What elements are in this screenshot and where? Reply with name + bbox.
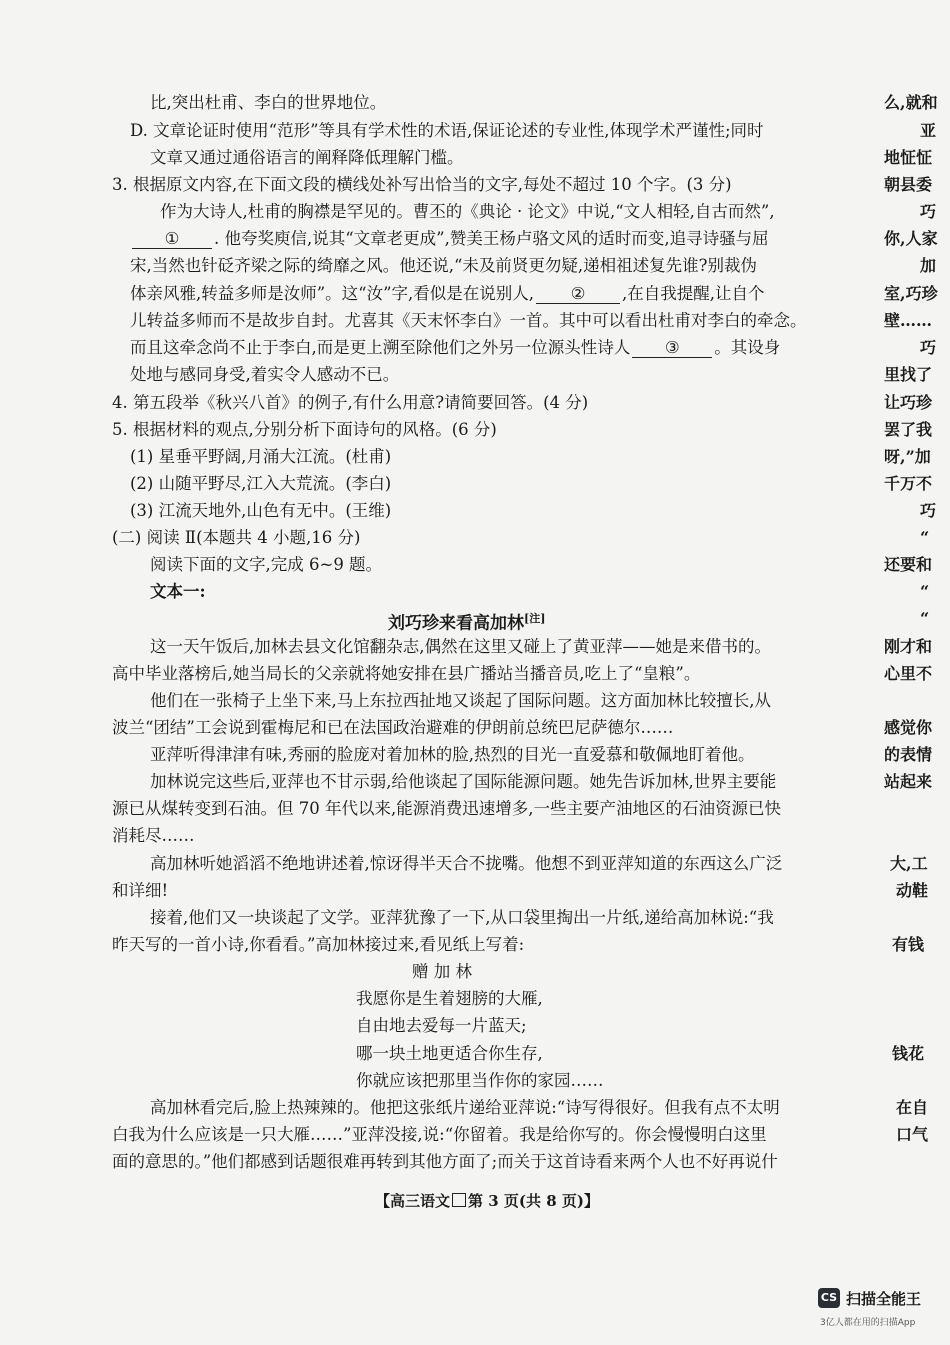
text-line: 处地与感同身受,着实令人感动不已。 xyxy=(130,365,400,384)
section-heading: (二) 阅读 Ⅱ(本题共 4 小题,16 分) xyxy=(112,528,361,547)
text-one-label: 文本一: xyxy=(150,582,206,601)
edge-text: 口气 xyxy=(896,1125,929,1144)
watermark-name: 扫描全能王 xyxy=(846,1290,922,1308)
text-line: 接着,他们又一块谈起了文学。亚萍犹豫了一下,从口袋里掏出一片纸,递给高加林说:“我 xyxy=(150,908,774,927)
poem-line: 哪一块土地更适合你生存, xyxy=(356,1044,543,1063)
page-footer: 【高三语文 第 3 页(共 8 页)】 xyxy=(375,1192,599,1210)
text-line: 高中毕业落榜后,她当局长的父亲就将她安排在县广播站当播音员,吃上了“皇粮”。 xyxy=(112,664,701,683)
text-line: 体亲风雅,转益多师是汝师”。这“汝”字,看似是在说别人, ② ,在自我提醒,让自个 xyxy=(130,284,765,303)
edge-text: 亚 xyxy=(920,121,937,140)
text-line: 他们在一张椅子上坐下来,马上东拉西扯地又谈起了国际问题。这方面加林比较擅长,从 xyxy=(150,691,771,710)
text-line: 加林说完这些后,亚萍也不甘示弱,给他谈起了国际能源问题。她先告诉加林,世界主要能 xyxy=(150,772,777,791)
edge-text: 还要和 xyxy=(884,555,933,574)
text-line: 这一天午饭后,加林去县文化馆翻杂志,偶然在这里又碰上了黄亚萍——她是来借书的。 xyxy=(150,637,771,656)
text-line: 儿转益多师而不是故步自封。尤喜其《天末怀李白》一首。其中可以看出杜甫对李白的牵念。 xyxy=(130,311,807,330)
edge-text: 让巧珍 xyxy=(884,393,933,412)
edge-text: 巧 xyxy=(920,202,937,221)
edge-text: 你,人家 xyxy=(884,229,938,248)
edge-text: 里找了 xyxy=(884,365,933,384)
watermark-tagline: 3亿人都在用的扫描App xyxy=(820,1318,916,1328)
blank-3: ③ xyxy=(632,339,712,358)
edge-text: 刚才和 xyxy=(884,637,933,656)
blank-1: ① xyxy=(132,230,212,249)
edge-text: 壁…… xyxy=(884,311,933,330)
poem-line: 自由地去爱每一片蓝天; xyxy=(356,1016,527,1035)
text-line: 而且这牵念尚不止于李白,而是更上溯至除他们之外另一位源头性诗人 ③ 。其设身 xyxy=(130,338,781,357)
text-line: 昨天写的一首小诗,你看看。”高加林接过来,看见纸上写着: xyxy=(112,935,525,954)
edge-text: “ xyxy=(920,609,930,628)
edge-text: 站起来 xyxy=(884,772,933,791)
question-3: 3. 根据原文内容,在下面文段的横线处补写出恰当的文字,每处不超过 10 个字。(3 分) xyxy=(112,175,732,194)
poem-line-2: (2) 山随平野尽,江入大荒流。(李白) xyxy=(130,474,392,493)
camscanner-logo-icon: CS xyxy=(818,1288,840,1308)
question-5: 5. 根据材料的观点,分别分析下面诗句的风格。(6 分) xyxy=(112,420,497,439)
text-line: 白我为什么应该是一只大雁……”亚萍没接,说:“你留着。我是给你写的。你会慢慢明白这里 xyxy=(112,1125,767,1144)
edge-text: 地怔怔 xyxy=(884,148,933,167)
text-line: 宋,当然也针砭齐梁之际的绮靡之风。他还说,“未及前贤更勿疑,递相祖述复先谁?别裁伪 xyxy=(130,256,758,275)
question-4: 4. 第五段举《秋兴八首》的例子,有什么用意?请简要回答。(4 分) xyxy=(112,393,589,412)
edge-text: 朝县委 xyxy=(884,175,933,194)
poem-title: 赠 加 林 xyxy=(412,962,472,981)
text-line: 波兰“团结”工会说到霍梅尼和已在法国政治避难的伊朗前总统巴尼萨德尔…… xyxy=(112,718,674,737)
poem-line: 我愿你是生着翅膀的大雁, xyxy=(356,989,543,1008)
edge-text: 加 xyxy=(920,256,937,275)
poem-line-3: (3) 江流天地外,山色有无中。(王维) xyxy=(130,501,392,520)
text-line: 源已从煤转变到石油。但 70 年代以来,能源消费迅速增多,一些主要产油地区的石油资源已快 xyxy=(112,799,781,818)
edge-text: 室,巧珍 xyxy=(884,284,938,303)
note-mark: 注 xyxy=(529,612,541,625)
edge-text: “ xyxy=(920,528,930,547)
text-line: 亚萍听得津津有味,秀丽的脸庞对着加林的脸,热烈的目光一直爱慕和敬佩地盯着他。 xyxy=(150,745,755,764)
poem-line-1: (1) 星垂平野阔,月涌大江流。(杜甫) xyxy=(130,447,392,466)
edge-text: 呀,”加 xyxy=(884,447,931,466)
edge-text: 大,工 xyxy=(890,854,928,873)
text-line: 比,突出杜甫、李白的世界地位。 xyxy=(150,93,387,112)
edge-text: 在自 xyxy=(896,1098,929,1117)
option-d-line: D. 文章论证时使用“范形”等具有学术性的术语,保证论述的专业性,体现学术严谨性;同时 xyxy=(130,121,764,140)
edge-text: 的表情 xyxy=(884,745,933,764)
text-line: ① . 他夸奖庾信,说其“文章老更成”,赞美王杨卢骆文风的适时而变,追寻诗骚与屈 xyxy=(130,228,769,250)
edge-text: “ xyxy=(920,582,930,601)
poem-line: 你就应该把那里当作你的家园…… xyxy=(356,1071,604,1090)
text-line: 作为大诗人,杜甫的胸襟是罕见的。曹丕的《典论 · 论文》中说,“文人相轻,自古而然”, xyxy=(160,202,775,221)
instruction: 阅读下面的文字,完成 6~9 题。 xyxy=(150,555,383,574)
text-line: 和详细! xyxy=(112,881,169,900)
text-line: 消耗尽…… xyxy=(112,826,195,845)
text-line: 文章又通过通俗语言的阐释降低理解门槛。 xyxy=(150,148,464,167)
article-title: 刘巧珍来看高加林[注] xyxy=(388,612,546,634)
edge-text: 感觉你 xyxy=(884,718,933,737)
text-line: 高加林听她滔滔不绝地讲述着,惊讶得半天合不拢嘴。他想不到亚萍知道的东西这么广泛 xyxy=(150,854,783,873)
edge-text: 巧 xyxy=(920,338,937,357)
edge-text: 罢了我 xyxy=(884,420,933,439)
edge-text: 心里不 xyxy=(884,664,933,683)
blank-2: ② xyxy=(536,285,620,304)
edge-text: 巧 xyxy=(920,501,937,520)
edge-text: 有钱 xyxy=(892,935,925,954)
edge-text: 千万不 xyxy=(884,474,933,493)
box-icon xyxy=(452,1193,466,1207)
edge-text: 么,就和 xyxy=(884,93,938,112)
text-line: 面的意思的。”他们都感到话题很难再转到其他方面了;而关于这首诗看来两个人也不好再说什 xyxy=(112,1152,778,1171)
edge-text: 动鞋 xyxy=(896,881,929,900)
edge-text: 钱花 xyxy=(892,1044,925,1063)
text-line: 高加林看完后,脸上热辣辣的。他把这张纸片递给亚萍说:“诗写得很好。但我有点不太明 xyxy=(150,1098,780,1117)
